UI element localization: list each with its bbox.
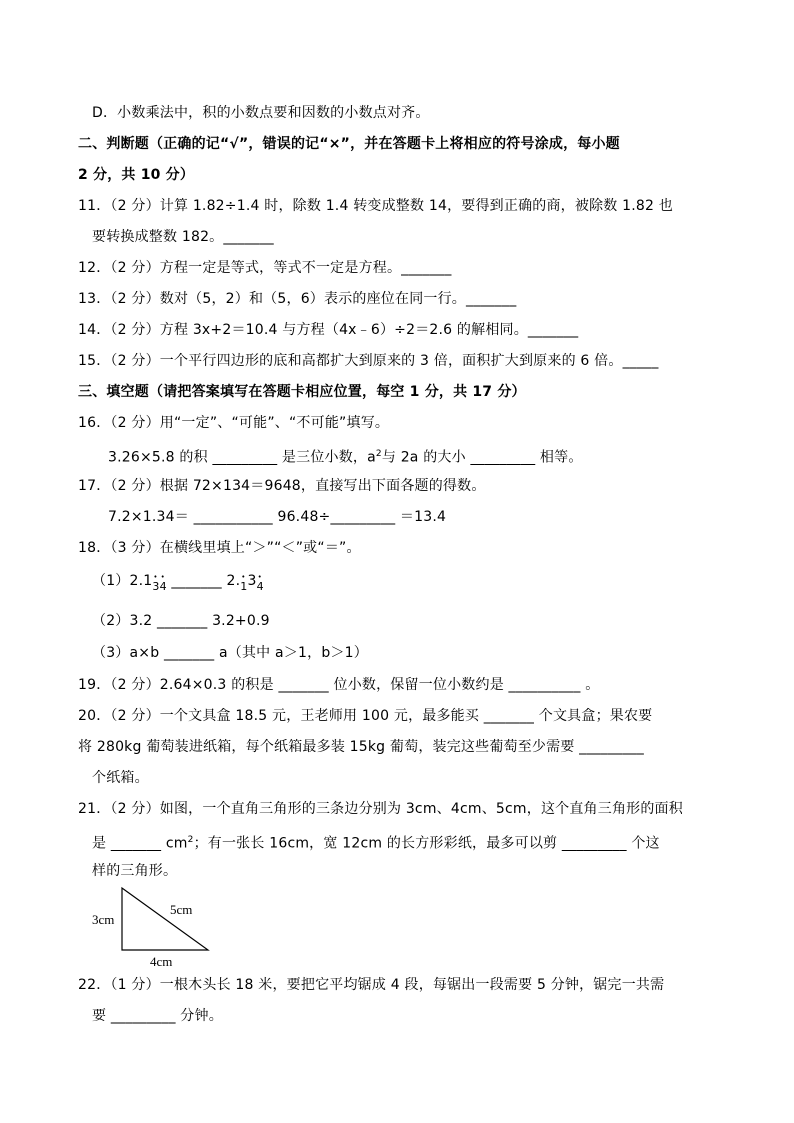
question-19: 19．（2 分）2.64×0.3 的积是 _______ 位小数，保留一位小数约是 __________ 。 bbox=[78, 677, 600, 693]
q21-part-a: 是 _______ cm bbox=[92, 835, 188, 852]
question-22-cont: 要 _________ 分钟。 bbox=[92, 1008, 223, 1024]
question-21-cont bbox=[92, 831, 660, 853]
question-17-items: 7.2×1.34＝ ___________ 96.48÷_________ ＝13.4 bbox=[108, 509, 447, 525]
question-11-cont: 要转换成整数 182。_______ bbox=[92, 229, 274, 245]
question-18: 18．（3 分）在横线里填上“＞”“＜”或“＝”。 bbox=[78, 540, 361, 556]
q18-1-repeat-digit: • 3 bbox=[152, 578, 159, 596]
right-triangle-figure bbox=[92, 884, 212, 968]
q16-part-a: 3.26×5.8 的积 _________ 是三位小数，a bbox=[108, 449, 376, 466]
question-22: 22．（1 分）一根木头长 18 米，要把它平均锯成 4 段，每锯出一段需要 5 分钟，锯完一共需 bbox=[78, 977, 665, 993]
q18-1-repeat-digit: • 1 bbox=[240, 578, 247, 596]
q16-part-b: 与 2a 的大小 _________ 相等。 bbox=[381, 449, 583, 466]
section-2-heading: 二、判断题（正确的记“√”，错误的记“×”，并在答题卡上将相应的符号涂成，每小题 bbox=[78, 136, 620, 152]
question-20-cont: 将 280kg 葡萄装进纸箱，每个纸箱最多装 15kg 葡萄，装完这些葡萄至少需要 _________ bbox=[78, 739, 644, 755]
question-16: 16．（2 分）用“一定”、“可能”、“不可能”填写。 bbox=[78, 415, 390, 431]
question-11: 11．（2 分）计算 1.82÷1.4 时，除数 1.4 转变成整数 14，要得到正确的商，被除数 1.82 也 bbox=[78, 198, 673, 214]
question-20-cont2: 个纸箱。 bbox=[92, 770, 149, 786]
question-20: 20．（2 分）一个文具盒 18.5 元，王老师用 100 元，最多能买 _______ 个文具盒；果农要 bbox=[78, 708, 653, 724]
question-12: 12．（2 分）方程一定是等式，等式不一定是方程。_______ bbox=[78, 260, 452, 276]
q16-superscript: 2 bbox=[375, 449, 382, 459]
side-bottom-label: 4cm bbox=[150, 954, 173, 968]
option-d: D．小数乘法中，积的小数点要和因数的小数点对齐。 bbox=[92, 105, 430, 121]
question-18-part-3: （3）a×b _______ a（其中 a＞1，b＞1） bbox=[92, 645, 368, 661]
question-15: 15．（2 分）一个平行四边形的底和高都扩大到原来的 3 倍，面积扩大到原来的 6 倍。_____ bbox=[78, 353, 659, 369]
question-21-cont2: 样的三角形。 bbox=[92, 863, 178, 879]
question-13: 13．（2 分）数对（5，2）和（5，6）表示的座位在同一行。_______ bbox=[78, 291, 517, 307]
q21-part-b: ；有一张长 16cm，宽 12cm 的长方形彩纸，最多可以剪 _________ 个这 bbox=[193, 835, 660, 852]
q18-1-blank: _______ 2. bbox=[166, 573, 241, 589]
question-18-part-1 bbox=[92, 572, 264, 591]
question-18-part-2: （2）3.2 _______ 3.2+0.9 bbox=[92, 613, 270, 629]
question-17: 17．（2 分）根据 72×134＝9648，直接写出下面各题的得数。 bbox=[78, 478, 486, 494]
side-left-label: 3cm bbox=[92, 912, 115, 927]
question-16-items bbox=[108, 445, 583, 467]
side-hypotenuse-label: 5cm bbox=[170, 902, 193, 917]
q18-1-label: （1）2.1 bbox=[92, 573, 153, 589]
question-21: 21．（2 分）如图，一个直角三角形的三条边分别为 3cm、4cm、5cm，这个直角三角形的面积 bbox=[78, 801, 683, 817]
q18-1-repeat-digit: • 4 bbox=[160, 578, 167, 596]
question-14: 14．（2 分）方程 3x+2＝10.4 与方程（4x﹣6）÷2＝2.6 的解相同。_______ bbox=[78, 322, 579, 338]
q18-1-repeat-digit: • 4 bbox=[257, 578, 264, 596]
section-2-heading-cont: 2 分，共 10 分） bbox=[78, 167, 195, 183]
section-3-heading: 三、填空题（请把答案填写在答题卡相应位置，每空 1 分，共 17 分） bbox=[78, 384, 526, 400]
q21-superscript: 2 bbox=[187, 835, 194, 845]
triangle-shape bbox=[122, 888, 208, 950]
q18-1-digit: 3 bbox=[247, 573, 257, 589]
